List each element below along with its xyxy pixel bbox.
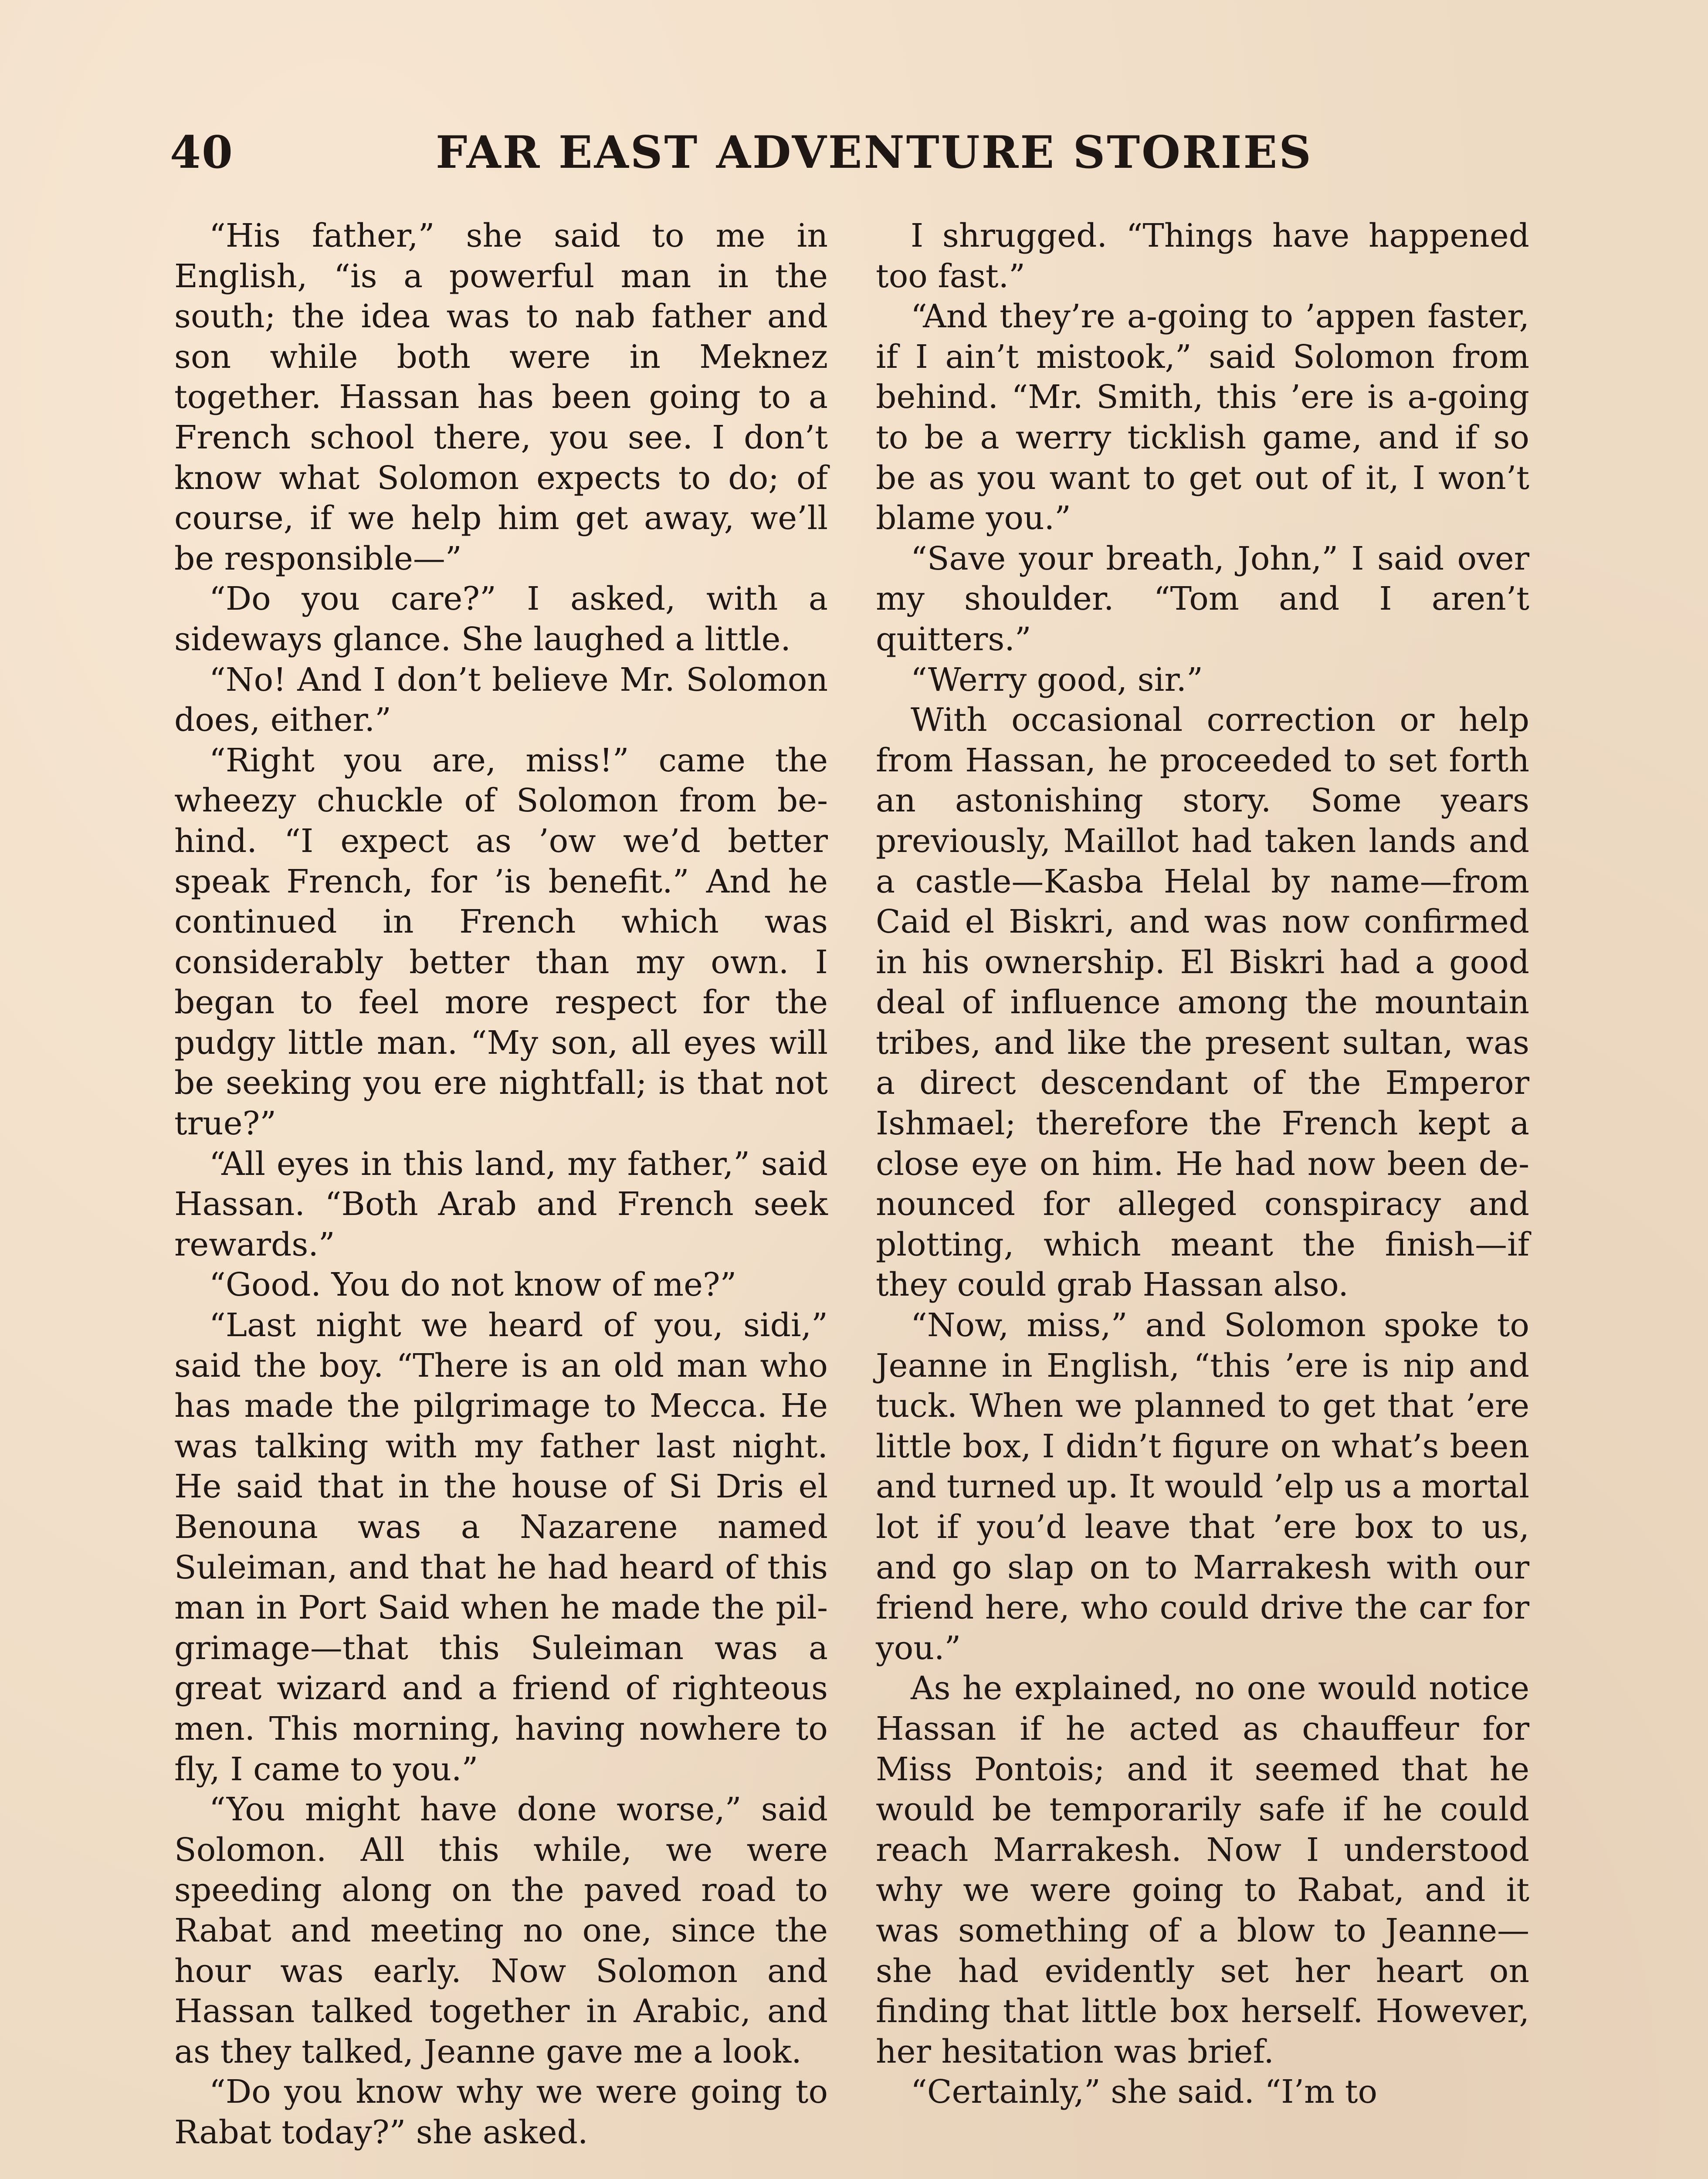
paragraph: “Do you care?” I asked, with a sideways glance. She laughed a little. [174,580,828,658]
paragraph: As he explained, no one would notice Hassan if he acted as chauffeur for Miss Pontois; and it seemed that he would be temporarily safe if he could reach Marrakesh. Now I understood why we were going to Rabat, and it was something of a blow to Jeanne—she had evidently set her heart on finding that little box herself. However, her hesitation was brief. [876,1670,1529,2070]
paragraph: “And they’re a-going to ’appen faster, if I ain’t mistook,” said Solomon from behind. “Mr. Smith, this ’ere is a-going to be a werry ticklish game, and if so be as you want to get out of it, I won’t blame you.” [876,298,1529,537]
page-number: 40 [170,126,234,179]
paragraph: “Certainly,” she said. “I’m to [911,2073,1378,2111]
paragraph: “Last night we heard of you, sidi,” said the boy. “There is an old man who has made the pilgrimage to Mecca. He was talking with my father last night. He said that in the house of Si Dris el Benouna was a Nazarene named Suleiman, and that he had heard of this man in Port Said when he made the pilgrimage—that this Suleiman was a great wizard and a friend of righteous men. This morning, having nowhere to fly, I came to you.” [174,1307,828,1788]
paragraph: “Right you are, miss!” came the wheezy chuckle of Solomon from behind. “I expect as ’ow we’d better speak French, for ’is benefit.” And he continued in French which was considerably better than my own. I began to feel more respect for the pudgy little man. “My son, all eyes will be seeking you ere nightfall; is that not true?” [174,741,828,1143]
paragraph: “You might have done worse,” said Solomon. All this while, we were speeding along on the paved road to Rabat and meeting no one, since the hour was early. Now Solomon and Hassan talked together in Arabic, and as they talked, Jeanne gave me a look. [174,1791,828,2070]
paragraph: “Good. You do not know of me?” [209,1266,737,1304]
paragraph: “Werry good, sir.” [911,661,1203,699]
paragraph: “Now, miss,” and Solomon spoke to Jeanne in English, “this ’ere is nip and tuck. When we planned to get that ’ere little box, I didn’t figure on what’s been and turned up. It would ’elp us a mortal lot if you’d leave that ’ere box to us, and go slap on to Marrakesh with our friend here, who could drive the car for you.” [876,1307,1529,1667]
paragraph: “His father,” she said to me in English, “is a powerful man in the south; the idea was to nab father and son while both were in Meknez together. Hassan has been going to a French school there, you see. I don’t know what Solomon expects to do; of course, if we help him get away, we’ll be responsible—” [174,217,828,577]
running-title: FAR EAST ADVENTURE STORIES [436,126,1313,179]
page-header [170,124,1538,181]
paragraph: “All eyes in this land, my father,” said Hassan. “Both Arab and French seek rewards.” [174,1145,828,1263]
paragraph: “No! And I don’t believe Mr. Solomon does, either.” [174,661,828,739]
paragraph: With occasional correction or help from Hassan, he proceeded to set forth an astonishing story. Some years previously, Maillot had taken lands and a castle—Kasba Helal by name—from Caid el Biskri, and was now confirmed in his ownership. El Biskri had a good deal of influence among the mountain tribes, and like the present sultan, was a direct descendant of the Emperor Ishmael; therefore the French kept a close eye on him. He had now been denounced for alleged conspiracy and plotting, which meant the finish—if they could grab Hassan also. [876,701,1529,1304]
left-column [174,216,828,2153]
paragraph: “Save your breath, John,” I said over my shoulder. “Tom and I aren’t quitters.” [876,540,1529,658]
right-column [876,216,1529,2112]
paragraph: “Do you know why we were going to Rabat today?” she asked. [174,2073,828,2151]
paragraph: I shrugged. “Things have happened too fast.” [876,217,1529,295]
